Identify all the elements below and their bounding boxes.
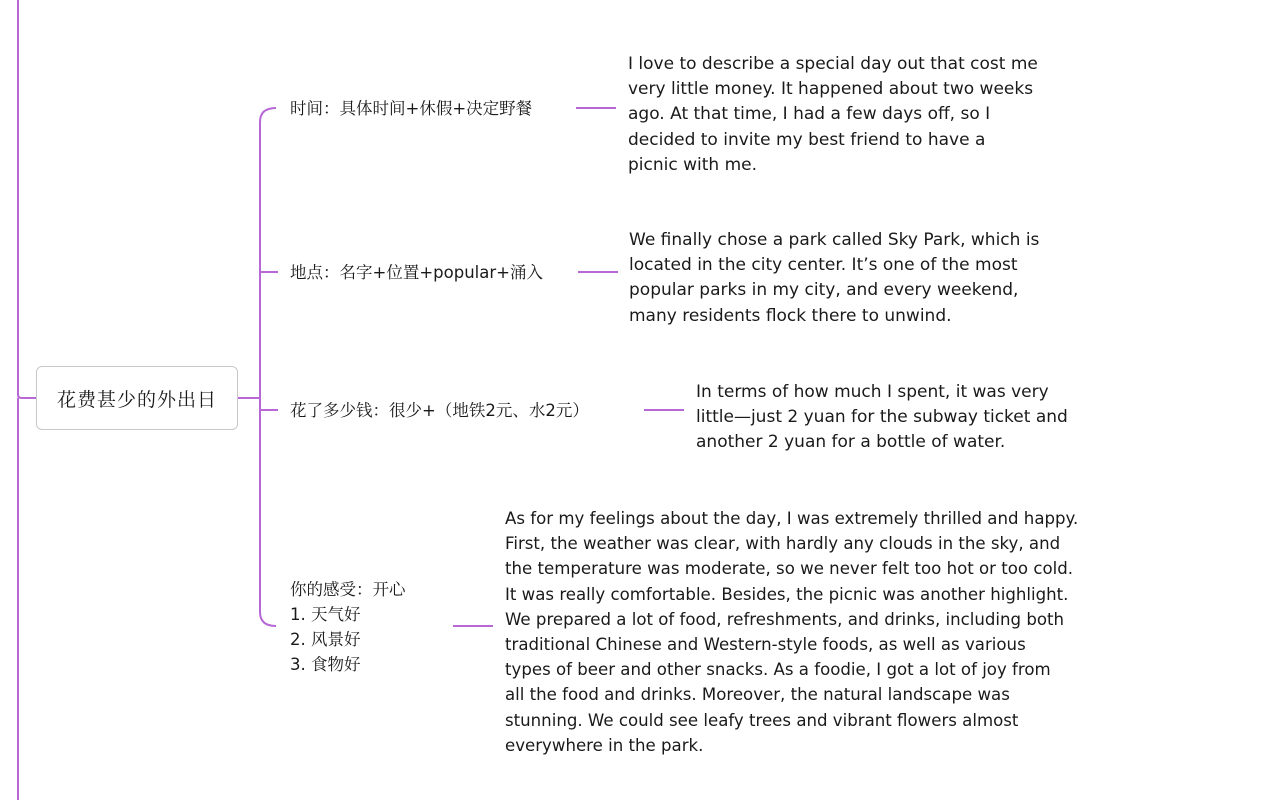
branch-spine	[260, 108, 276, 626]
detail-line: all the food and drinks. Moreover, the natural landscape was	[505, 685, 1010, 705]
detail-line: traditional Chinese and Western-style foods, as well as various	[505, 635, 1026, 655]
detail-line: picnic with me.	[628, 154, 758, 175]
detail-node-money[interactable]	[696, 380, 1068, 456]
left-parent-connector	[18, 0, 36, 398]
detail-line: stunning. We could see leafy trees and vibrant flowers almost	[505, 710, 1019, 730]
detail-line: another 2 yuan for a bottle of water.	[696, 432, 1006, 453]
detail-line: First, the weather was clear, with hardly any clouds in the sky, and	[505, 534, 1061, 554]
detail-node-place[interactable]	[629, 228, 1039, 329]
detail-line: everywhere in the park.	[505, 735, 704, 755]
detail-line: decided to invite my best friend to have a	[628, 129, 986, 150]
detail-line: very little money. It happened about two weeks	[628, 79, 1034, 100]
detail-node-feeling[interactable]	[505, 506, 1078, 758]
topic-node-time[interactable]	[290, 96, 532, 121]
detail-line: little—just 2 yuan for the subway ticket and	[696, 407, 1068, 428]
detail-line: We finally chose a park called Sky Park, which is	[629, 230, 1040, 250]
topic-label: 地点：名字+位置+popular+涌入	[290, 263, 543, 282]
detail-line: I love to describe a special day out that cost me	[628, 54, 1038, 74]
detail-line: located in the city center. It’s one of the most	[629, 255, 1018, 276]
detail-line: We prepared a lot of food, refreshments, and drinks, including both	[505, 609, 1065, 629]
detail-line: As for my feelings about the day, I was extremely thrilled and happy.	[505, 509, 1079, 528]
detail-line: It was really comfortable. Besides, the picnic was another highlight.	[505, 584, 1069, 604]
topic-node-place[interactable]	[290, 260, 543, 285]
detail-line: the temperature was moderate, so we never felt too hot or too cold.	[505, 559, 1074, 579]
topic-node-feeling[interactable]	[290, 577, 406, 677]
topic-label: 时间：具体时间+休假+决定野餐	[290, 99, 533, 118]
topic-sub-item: 1. 天气好	[290, 605, 361, 624]
detail-line: popular parks in my city, and every weekend,	[629, 280, 1019, 301]
detail-line: types of beer and other snacks. As a foodie, I got a lot of joy from	[505, 660, 1051, 680]
topic-label: 花了多少钱：很少+（地铁2元、水2元）	[290, 401, 589, 420]
detail-line: In terms of how much I spent, it was very	[696, 382, 1049, 402]
topic-sub-item: 2. 风景好	[290, 630, 361, 649]
root-node[interactable]	[36, 366, 238, 430]
detail-line: many residents flock there to unwind.	[629, 305, 952, 326]
detail-line: ago. At that time, I had a few days off, so I	[628, 104, 991, 125]
root-node-label: 花费甚少的外出日	[56, 388, 217, 411]
topic-label: 你的感受：开心	[290, 580, 406, 599]
topic-sub-item: 3. 食物好	[290, 655, 361, 674]
detail-node-time[interactable]	[628, 52, 1038, 178]
topic-node-money[interactable]	[290, 398, 589, 423]
